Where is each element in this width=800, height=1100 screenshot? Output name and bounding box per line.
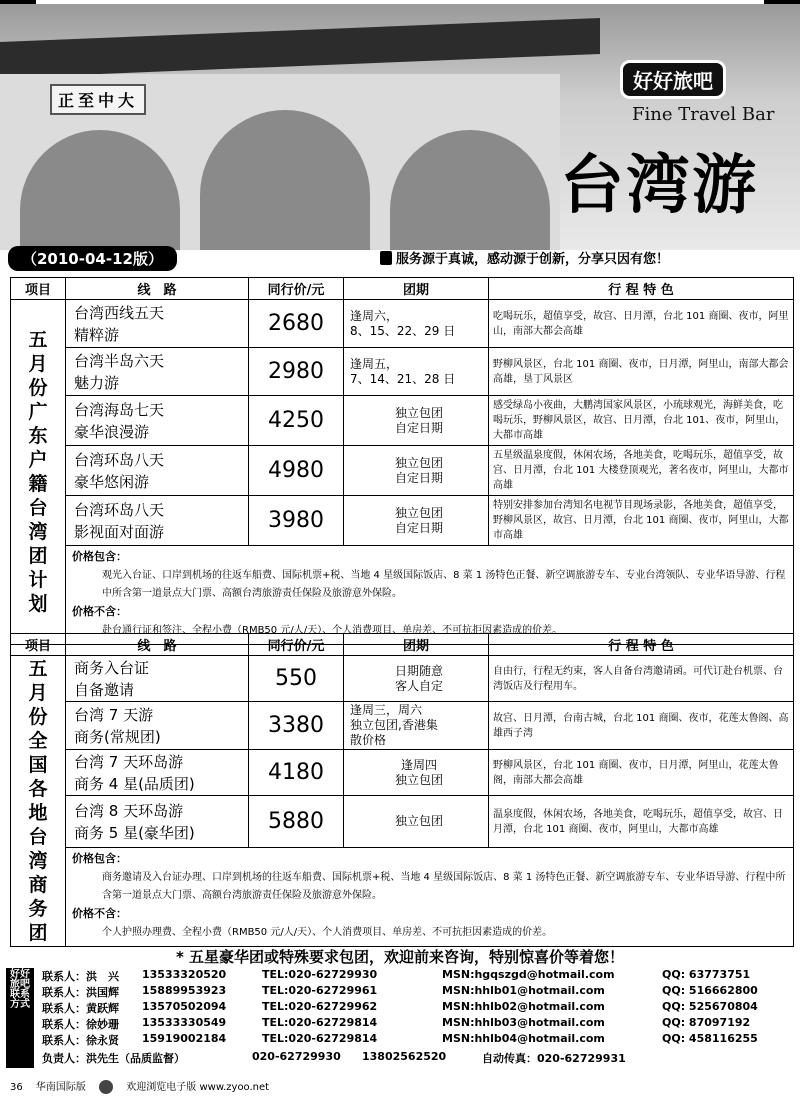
route-name: 商务入台证 自备邀请 <box>66 656 249 702</box>
route-name: 台湾 7 天环岛游 商务 4 星(品质团) <box>66 750 249 796</box>
tour-dates: 日期随意 客人自定 <box>344 656 489 702</box>
edition-bar <box>0 246 800 270</box>
manager-phone[interactable]: 13802562520 <box>362 1050 447 1063</box>
price: 5880 <box>249 796 344 848</box>
tour-dates: 逢周五， 7、14、21、28 日 <box>344 348 489 396</box>
manager-row <box>42 1050 798 1066</box>
hero-title: 台湾游 <box>560 148 758 223</box>
contact-phone[interactable]: 13570502094 <box>142 1000 227 1013</box>
publisher-logo-icon <box>99 1080 113 1094</box>
hero-banner <box>0 4 800 250</box>
table-row <box>11 796 794 848</box>
table-row <box>11 750 794 796</box>
contact-name: 联系人：徐永贤 <box>42 1034 119 1047</box>
contact-row <box>42 984 798 1000</box>
manager-fax[interactable]: 自动传真：020-62729931 <box>482 1052 626 1065</box>
contact-tel[interactable]: TEL:020-62729962 <box>262 1000 378 1013</box>
price: 2980 <box>249 348 344 396</box>
price: 4980 <box>249 446 344 496</box>
arch-left <box>20 130 180 250</box>
table-row <box>11 396 794 446</box>
arch-roof <box>0 18 600 78</box>
contact-row <box>42 968 798 984</box>
contact-qq[interactable]: QQ: 63773751 <box>662 968 751 981</box>
route-name: 台湾 8 天环岛游 商务 5 星(豪华团) <box>66 796 249 848</box>
arch-right <box>390 130 550 250</box>
contact-name: 联系人：黄跃辉 <box>42 1002 119 1015</box>
route-name: 台湾半岛六天 魅力游 <box>66 348 249 396</box>
contact-phone[interactable]: 15919002184 <box>142 1032 227 1045</box>
contact-name: 联系人：洪国辉 <box>42 986 119 999</box>
header-item: 项目 <box>11 278 66 300</box>
table-row <box>11 702 794 750</box>
tour-dates: 独立包团 自定日期 <box>344 446 489 496</box>
table-header <box>11 278 794 300</box>
price: 550 <box>249 656 344 702</box>
arch-center <box>200 110 370 250</box>
contact-msn[interactable]: MSN:hhlb04@hotmail.com <box>442 1032 605 1045</box>
header-route: 线 路 <box>66 634 249 656</box>
tour-features: 特别安排参加台湾知名电视节目现场录影，各地美食，超值享受，野柳风景区，故宫、日月潭，台北 101 商圈、夜市，阿里山，大都市高雄 <box>489 496 794 546</box>
brand-logo: 好好旅吧 <box>620 60 726 99</box>
contact-section <box>6 968 796 1068</box>
contact-qq[interactable]: QQ: 525670804 <box>662 1000 758 1013</box>
contact-qq[interactable]: QQ: 87097192 <box>662 1016 751 1029</box>
price: 4180 <box>249 750 344 796</box>
contact-msn[interactable]: MSN:hgqszgd@hotmail.com <box>442 968 615 981</box>
contact-tel[interactable]: TEL:020-62729814 <box>262 1032 378 1045</box>
header-features: 行 程 特 色 <box>489 634 794 656</box>
contact-msn[interactable]: MSN:hhlb01@hotmail.com <box>442 984 605 997</box>
price-notes-row <box>11 546 794 645</box>
table-row <box>11 656 794 702</box>
contact-msn[interactable]: MSN:hhlb02@hotmail.com <box>442 1000 605 1013</box>
route-name: 台湾环岛八天 豪华悠闲游 <box>66 446 249 496</box>
contact-phone[interactable]: 13533330549 <box>142 1016 227 1029</box>
price-notes-row <box>11 848 794 947</box>
contact-phone[interactable]: 13533320520 <box>142 968 227 981</box>
edition-name: 华南国际版 <box>35 1082 86 1093</box>
slogan-text: 服务源于真诚，感动源于创新，分享只因有您！ <box>396 252 670 267</box>
custom-tour-note: * 五星豪华团或特殊要求包团，欢迎前来咨询，特别惊喜价等着您！ <box>175 948 625 966</box>
header-dates: 团期 <box>344 634 489 656</box>
page-number: 36 <box>10 1082 23 1093</box>
page-footer <box>10 1078 790 1094</box>
price: 3980 <box>249 496 344 546</box>
slogan <box>380 248 669 267</box>
tour-features: 温泉度假，休闲农场，各地美食，吃喝玩乐，超值享受，故宫、日月潭，台北 101 商圈、夜市，阿里山，大都市高雄 <box>489 796 794 848</box>
contact-name: 联系人：徐妙珊 <box>42 1018 119 1031</box>
brand-english: Fine Travel Bar <box>632 104 775 125</box>
contact-msn[interactable]: MSN:hhlb03@hotmail.com <box>442 1016 605 1029</box>
website-link[interactable]: 欢迎浏览电子版 www.zyoo.net <box>126 1082 270 1093</box>
contact-qq[interactable]: QQ: 458116255 <box>662 1032 758 1045</box>
tour-features: 故宫、日月潭，台南古城，台北 101 商圈、夜市，花莲太鲁阁、高雄西子湾 <box>489 702 794 750</box>
contact-qq[interactable]: QQ: 516662800 <box>662 984 758 997</box>
manager-tel[interactable]: 020-62729930 <box>252 1050 341 1063</box>
contact-row <box>42 1016 798 1032</box>
header-price: 同行价/元 <box>249 278 344 300</box>
contact-row <box>42 1000 798 1016</box>
contact-tel[interactable]: TEL:020-62729814 <box>262 1016 378 1029</box>
contact-name: 联系人：洪 兴 <box>42 970 119 983</box>
medal-icon <box>380 251 392 265</box>
edition-badge: （2010-04-12版） <box>8 246 177 271</box>
tour-table-business <box>10 633 794 947</box>
table-header <box>11 634 794 656</box>
contact-tel[interactable]: TEL:020-62729930 <box>262 968 378 981</box>
tour-features: 感受绿岛小夜曲，大鹏湾国家风景区，小琉球观光，海鲜美食，吃喝玩乐，野柳风景区，故宫、日月潭，台北 101、夜市，阿里山，大都市高雄 <box>489 396 794 446</box>
tour-dates: 独立包团 <box>344 796 489 848</box>
route-name: 台湾环岛八天 影视面对面游 <box>66 496 249 546</box>
price: 3380 <box>249 702 344 750</box>
header-features: 行 程 特 色 <box>489 278 794 300</box>
tour-features: 吃喝玩乐，超值享受，故宫、日月潭，台北 101 商圈、夜市，阿里山，南部大都会高雄 <box>489 300 794 348</box>
tour-features: 五星级温泉度假，休闲农场，各地美食，吃喝玩乐，超值享受，故宫、日月潭，台北 101 大楼登顶观光，著名夜市，阿里山，大都市高雄 <box>489 446 794 496</box>
tour-dates: 独立包团 自定日期 <box>344 396 489 446</box>
tour-features: 野柳风景区，台北 101 商圈、夜市，日月潭，阿里山，花莲太鲁阁，南部大都会高雄 <box>489 750 794 796</box>
price: 2680 <box>249 300 344 348</box>
table-row <box>11 300 794 348</box>
tour-dates: 独立包团 自定日期 <box>344 496 489 546</box>
tour-features: 自由行，行程无约束，客人自备台湾邀请函。可代订赴台机票、台湾饭店及行程用车。 <box>489 656 794 702</box>
contact-side-label: 好好旅吧联系方式 <box>6 968 34 1068</box>
route-name: 台湾 7 天游 商务(常规团) <box>66 702 249 750</box>
contact-tel[interactable]: TEL:020-62729961 <box>262 984 378 997</box>
manager-name: 负责人：洪先生（品质监督） <box>42 1052 185 1065</box>
table-row <box>11 446 794 496</box>
header-price: 同行价/元 <box>249 634 344 656</box>
table-row <box>11 348 794 396</box>
tour-dates: 逢周三，周六 独立包团,香港集 散价格 <box>344 702 489 750</box>
price-notes: 价格包含： 观光入台证、口岸到机场的往返车船费、国际机票+税、当地 4 星级国际饭店、8 菜 1 汤特色正餐、新空调旅游专车、专业台湾领队、专业华语导游、行程中所含第一道景点大门票、高额台湾旅游责任保险及旅游意外保险。 价格不含： 赴台通行证和签注、全程小费（RMB50 元/人/天）、个人消费项目、单房差、不可抗拒因素造成的价差。 <box>66 546 794 645</box>
header-route: 线 路 <box>66 278 249 300</box>
tour-table-guangdong <box>10 277 794 645</box>
contact-phone[interactable]: 15889953923 <box>142 984 227 997</box>
price: 4250 <box>249 396 344 446</box>
section-label: 五月份广东户籍台湾团计划 <box>11 300 66 645</box>
tour-features: 野柳风景区，台北 101 商圈、夜市，日月潭，阿里山，南部大都会高雄，垦丁风景区 <box>489 348 794 396</box>
gate-plaque: 正至中大 <box>50 84 146 115</box>
tour-dates: 逢周六， 8、15、22、29 日 <box>344 300 489 348</box>
route-name: 台湾西线五天 精粹游 <box>66 300 249 348</box>
route-name: 台湾海岛七天 豪华浪漫游 <box>66 396 249 446</box>
header-item: 项目 <box>11 634 66 656</box>
header-dates: 团期 <box>344 278 489 300</box>
tour-dates: 逢周四 独立包团 <box>344 750 489 796</box>
section-label: 五月份全国各地台湾商务团 <box>11 656 66 947</box>
table-row <box>11 496 794 546</box>
price-notes: 价格包含： 商务邀请及入台证办理、口岸到机场的往返车船费、国际机票+税、当地 4 星级国际饭店、8 菜 1 汤特色正餐、新空调旅游专车、专业华语导游、行程中所含第一道景点大门票、高额台湾旅游责任保险及旅游意外保险。 价格不含： 个人护照办理费、全程小费（RMB50 元/人/天）、个人消费项目、单房差、不可抗拒因素造成的价差。 <box>66 848 794 947</box>
contact-row <box>42 1032 798 1048</box>
